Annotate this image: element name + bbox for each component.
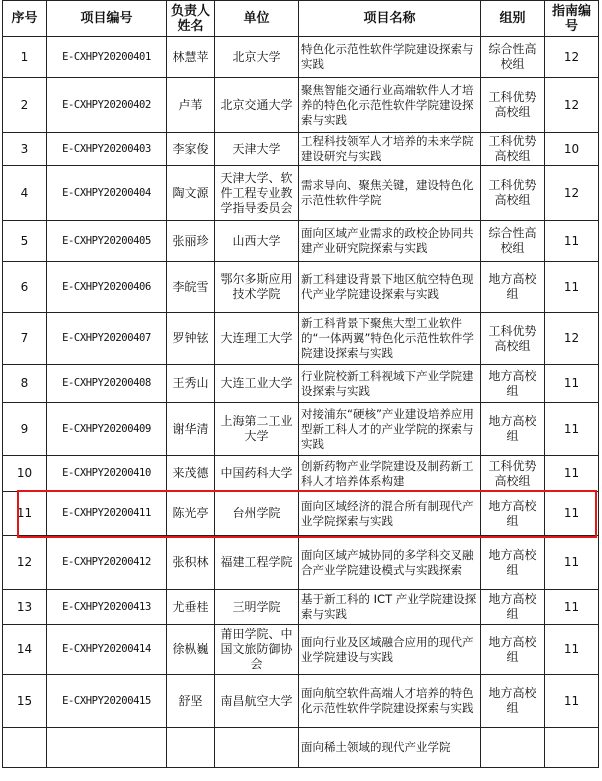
- header-title: 项目名称: [299, 1, 481, 37]
- cell-seq: 4: [3, 166, 47, 221]
- table-row: [3, 536, 599, 590]
- table-row: [3, 403, 599, 456]
- header-unit: 单位: [215, 1, 299, 37]
- cell-code: E-CXHPY20200411: [47, 492, 167, 536]
- cell-code: E-CXHPY20200401: [47, 37, 167, 78]
- cell-unit: 天津大学、软件工程专业教学指导委员会: [215, 166, 299, 221]
- cell-guide: 12: [545, 166, 599, 221]
- cell-group: 地方高校组: [481, 590, 545, 625]
- cell-leader: [167, 728, 215, 768]
- cell-group: 地方高校组: [481, 403, 545, 456]
- cell-group: 工科优势高校组: [481, 313, 545, 365]
- cell-group: 综合性高校组: [481, 37, 545, 78]
- cell-group: [481, 728, 545, 768]
- cell-leader: 王秀山: [167, 365, 215, 403]
- cell-unit: 北京大学: [215, 37, 299, 78]
- cell-group: 地方高校组: [481, 536, 545, 590]
- cell-title: 面向区域产业需求的政校企协同共建产业研究院探索与实践: [299, 221, 481, 262]
- cell-seq: 13: [3, 590, 47, 625]
- cell-code: E-CXHPY20200414: [47, 625, 167, 675]
- cell-guide: 12: [545, 37, 599, 78]
- cell-group: 地方高校组: [481, 365, 545, 403]
- cell-code: E-CXHPY20200409: [47, 403, 167, 456]
- cell-unit: 大连理工大学: [215, 313, 299, 365]
- cell-title: 基于新工科的 ICT 产业学院建设探索与实践: [299, 590, 481, 625]
- table-row: [3, 728, 599, 768]
- cell-code: E-CXHPY20200403: [47, 133, 167, 166]
- cell-code: E-CXHPY20200402: [47, 78, 167, 133]
- cell-unit: 鄂尔多斯应用技术学院: [215, 262, 299, 313]
- header-seq: 序号: [3, 1, 47, 37]
- cell-leader: 罗钟铉: [167, 313, 215, 365]
- cell-guide: 11: [545, 365, 599, 403]
- cell-unit: 南昌航空大学: [215, 675, 299, 728]
- cell-code: E-CXHPY20200410: [47, 456, 167, 492]
- cell-guide: 11: [545, 262, 599, 313]
- cell-unit: 北京交通大学: [215, 78, 299, 133]
- cell-leader: 卢苇: [167, 78, 215, 133]
- cell-guide: 11: [545, 492, 599, 536]
- cell-seq: 1: [3, 37, 47, 78]
- cell-guide: 12: [545, 78, 599, 133]
- cell-unit: 福建工程学院: [215, 536, 299, 590]
- cell-unit: 莆田学院、中国文旅防御协会: [215, 625, 299, 675]
- table-row: [3, 166, 599, 221]
- cell-seq: 3: [3, 133, 47, 166]
- cell-unit: 大连工业大学: [215, 365, 299, 403]
- cell-code: E-CXHPY20200405: [47, 221, 167, 262]
- cell-title: 新工科建设背景下地区航空特色现代产业学院建设探索与实践: [299, 262, 481, 313]
- header-leader: 负责人姓名: [167, 1, 215, 37]
- cell-code: E-CXHPY20200406: [47, 262, 167, 313]
- cell-guide: [545, 728, 599, 768]
- cell-guide: 11: [545, 403, 599, 456]
- cell-unit: 三明学院: [215, 590, 299, 625]
- cell-guide: 11: [545, 625, 599, 675]
- cell-leader: 谢华清: [167, 403, 215, 456]
- cell-code: E-CXHPY20200415: [47, 675, 167, 728]
- cell-title: 面向区域经济的混合所有制现代产业学院探索与实践: [299, 492, 481, 536]
- cell-group: 工科优势高校组: [481, 133, 545, 166]
- table-row: [3, 78, 599, 133]
- cell-title: 新工科背景下聚焦大型工业软件的“一体两翼”特色化示范性软件学院建设探索与实践: [299, 313, 481, 365]
- cell-group: 地方高校组: [481, 492, 545, 536]
- header-guide: 指南编号: [545, 1, 599, 37]
- table-row: [3, 313, 599, 365]
- table-row: [3, 625, 599, 675]
- cell-title: 特色化示范性软件学院建设探索与实践: [299, 37, 481, 78]
- cell-title: 对接浦东“硬核”产业建设培养应用型新工科人才的产业学院的探索与实践: [299, 403, 481, 456]
- cell-code: E-CXHPY20200404: [47, 166, 167, 221]
- cell-leader: 林慧苹: [167, 37, 215, 78]
- cell-leader: 陶文源: [167, 166, 215, 221]
- cell-unit: 上海第二工业大学: [215, 403, 299, 456]
- cell-guide: 11: [545, 590, 599, 625]
- cell-seq: 7: [3, 313, 47, 365]
- cell-code: [47, 728, 167, 768]
- cell-code: E-CXHPY20200408: [47, 365, 167, 403]
- cell-group: 综合性高校组: [481, 221, 545, 262]
- table-row: [3, 492, 599, 536]
- cell-group: 工科优势高校组: [481, 456, 545, 492]
- cell-leader: 张积林: [167, 536, 215, 590]
- table-row: [3, 221, 599, 262]
- cell-title: 面向稀土领域的现代产业学院: [299, 728, 481, 768]
- cell-seq: 9: [3, 403, 47, 456]
- cell-title: 行业院校新工科视域下产业学院建设探索与实践: [299, 365, 481, 403]
- project-table: [2, 0, 599, 768]
- cell-title: 工程科技领军人才培养的未来学院建设研究与实践: [299, 133, 481, 166]
- cell-title: 面向区域产城协同的多学科交叉融合产业学院建设模式与实践探索: [299, 536, 481, 590]
- cell-seq: 6: [3, 262, 47, 313]
- table-row: [3, 456, 599, 492]
- cell-code: E-CXHPY20200413: [47, 590, 167, 625]
- table-row: [3, 590, 599, 625]
- cell-seq: [3, 728, 47, 768]
- cell-seq: 8: [3, 365, 47, 403]
- cell-seq: 5: [3, 221, 47, 262]
- cell-code: E-CXHPY20200412: [47, 536, 167, 590]
- cell-seq: 14: [3, 625, 47, 675]
- cell-guide: 12: [545, 313, 599, 365]
- cell-title: 面向行业及区域融合应用的现代产业学院建设与实践: [299, 625, 481, 675]
- cell-leader: 尤垂桂: [167, 590, 215, 625]
- header-code: 项目编号: [47, 1, 167, 37]
- header-group: 组别: [481, 1, 545, 37]
- table-row: [3, 262, 599, 313]
- cell-leader: 徐枞巍: [167, 625, 215, 675]
- cell-leader: 张丽珍: [167, 221, 215, 262]
- cell-code: E-CXHPY20200407: [47, 313, 167, 365]
- table-row: [3, 365, 599, 403]
- table-row: [3, 133, 599, 166]
- cell-seq: 12: [3, 536, 47, 590]
- cell-seq: 10: [3, 456, 47, 492]
- cell-unit: 天津大学: [215, 133, 299, 166]
- cell-leader: 李家俊: [167, 133, 215, 166]
- cell-unit: [215, 728, 299, 768]
- header-row: [3, 1, 599, 37]
- cell-seq: 2: [3, 78, 47, 133]
- cell-seq: 11: [3, 492, 47, 536]
- cell-leader: 陈光亭: [167, 492, 215, 536]
- cell-leader: 舒坚: [167, 675, 215, 728]
- cell-unit: 台州学院: [215, 492, 299, 536]
- cell-group: 地方高校组: [481, 262, 545, 313]
- cell-leader: 来茂德: [167, 456, 215, 492]
- cell-title: 需求导向、聚焦关键，建设特色化示范性软件学院: [299, 166, 481, 221]
- table-row: [3, 37, 599, 78]
- cell-group: 工科优势高校组: [481, 166, 545, 221]
- cell-unit: 山西大学: [215, 221, 299, 262]
- cell-title: 面向航空软件高端人才培养的特色化示范性软件学院建设探索与实践: [299, 675, 481, 728]
- cell-leader: 李皖雪: [167, 262, 215, 313]
- cell-guide: 11: [545, 536, 599, 590]
- cell-title: 聚焦智能交通行业高端软件人才培养的特色化示范性软件学院建设探索与实践: [299, 78, 481, 133]
- table-body: [3, 37, 599, 768]
- cell-group: 地方高校组: [481, 675, 545, 728]
- cell-group: 地方高校组: [481, 625, 545, 675]
- cell-guide: 11: [545, 456, 599, 492]
- cell-guide: 10: [545, 133, 599, 166]
- cell-title: 创新药物产业学院建设及制药新工科人才培养体系构建: [299, 456, 481, 492]
- table-row: [3, 675, 599, 728]
- cell-guide: 11: [545, 221, 599, 262]
- cell-unit: 中国药科大学: [215, 456, 299, 492]
- cell-group: 工科优势高校组: [481, 78, 545, 133]
- cell-guide: 11: [545, 675, 599, 728]
- cell-seq: 15: [3, 675, 47, 728]
